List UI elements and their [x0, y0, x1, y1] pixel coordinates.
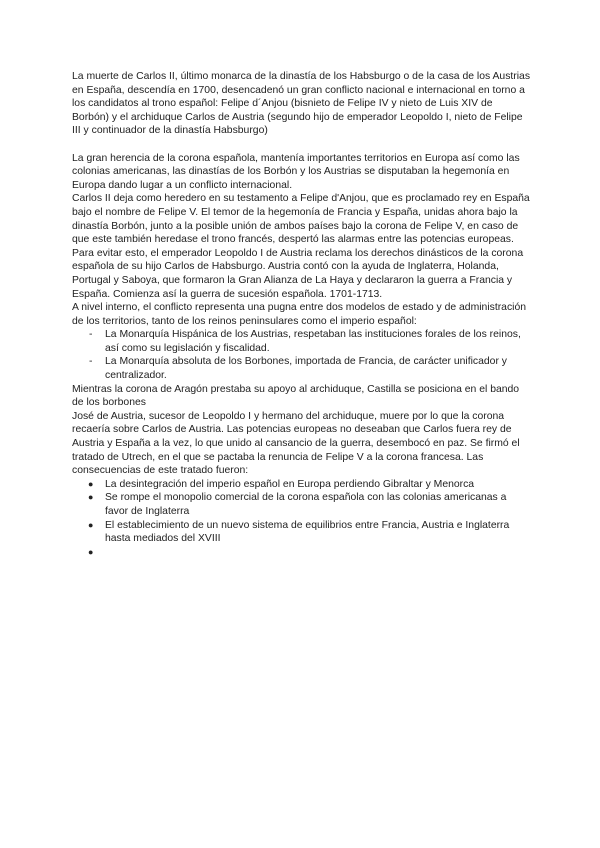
list-item	[89, 355, 532, 382]
dash-marker: -	[89, 329, 93, 341]
list-item	[88, 478, 532, 492]
bullet-marker: ●	[88, 519, 94, 530]
list-item	[89, 328, 532, 355]
list-item-text: La Monarquía Hispánica de los Austrias, respetaban las instituciones forales de los reinos, así como su legislación y fiscalidad.	[105, 329, 521, 354]
paragraph-inheritance: La gran herencia de la corona española, mantenía importantes territorios en Europa así como las colonias americanas, las dinastías de los Borbón y los Austrias se disputaban la hegemonía en Europa dando lugar a un conflicto internacional.	[72, 152, 520, 191]
list-item-text: El establecimiento de un nuevo sistema de equilibrios entre Francia, Austria e Inglaterra hasta mediados del XVIII	[105, 519, 510, 545]
list-item-text: La desintegración del imperio español en Europa perdiendo Gibraltar y Menorca	[105, 478, 475, 490]
document-page	[72, 70, 532, 559]
dash-list-models	[72, 328, 532, 382]
paragraph-testament: Carlos II deja como heredero en su testamento a Felipe d'Anjou, que es proclamado rey en España bajo el nombre de Felipe V. El temor de la hegemonía de Francia y España, unidas ahora bajo la dinastía Borbón, junto a la posible unión de ambos países bajo la corona de Felipe V, en caso de que este también heredase el trono francés, despertó las alarmas entre las potencias europeas. Para evitar esto, el emperador Leopoldo I de Austria reclama los derechos dinásticos de la corona española de su hijo Carlos de Habsburgo. Austria contó con la ayuda de Inglaterra, Holanda, Portugal y Saboya, que formaron la Gran Alianza de La Haya y declararon la guerra a Francia y España. Comienza así la guerra de sucesión española. 1701-1713.	[72, 193, 530, 300]
paragraph-succession-intro: La muerte de Carlos II, último monarca de la dinastía de los Habsburgo o de la casa de los Austrias en España, descendía en 1700, desencadenó un gran conflicto nacional e internacional en torno a los candidatos al trono español: Felipe d´Anjou (bisnieto de Felipe IV y nieto de Luis XIV de Borbón) y el archiduque Carlos de Austria (segundo hijo de emperador Leopoldo I, nieto de Felipe III y continuador de la dinastía Habsburgo)	[72, 71, 531, 137]
bullet-marker: ●	[88, 546, 94, 557]
paragraph-utrecht-treaty: José de Austria, sucesor de Leopoldo I y hermano del archiduque, muere por lo que la corona recaería sobre Carlos de Austria. Las potencias europeas no deseaban que Carlos fuera rey de Austria y España a la vez, lo que unido al cansancio de la guerra, desembocó en paz. Se firmó el tratado de Utrech, en el que se pactaba la renuncia de Felipe V a la corona francesa. Las consecuencias de este tratado fueron:	[72, 410, 520, 477]
list-item-empty	[88, 546, 532, 560]
bullet-marker: ●	[88, 478, 94, 489]
paragraph-gap	[72, 138, 532, 152]
paragraph-aragon-castilla: Mientras la corona de Aragón prestaba su apoyo al archiduque, Castilla se posiciona en el bando de los borbones	[72, 383, 520, 409]
paragraph-internal-conflict: A nivel interno, el conflicto representa una pugna entre dos modelos de estado y de administración de los territorios, tanto de los reinos peninsulares como el imperio español:	[72, 302, 527, 327]
dash-marker: -	[89, 356, 93, 368]
list-item	[88, 519, 532, 546]
list-item	[88, 491, 532, 518]
list-item-text: La Monarquía absoluta de los Borbones, importada de Francia, de carácter unificador y centralizador.	[105, 356, 508, 382]
list-item-text: Se rompe el monopolio comercial de la corona española con las colonias americanas a favor de Inglaterra	[105, 492, 507, 517]
bullet-list-consequences	[72, 478, 532, 560]
bullet-marker: ●	[88, 492, 94, 503]
